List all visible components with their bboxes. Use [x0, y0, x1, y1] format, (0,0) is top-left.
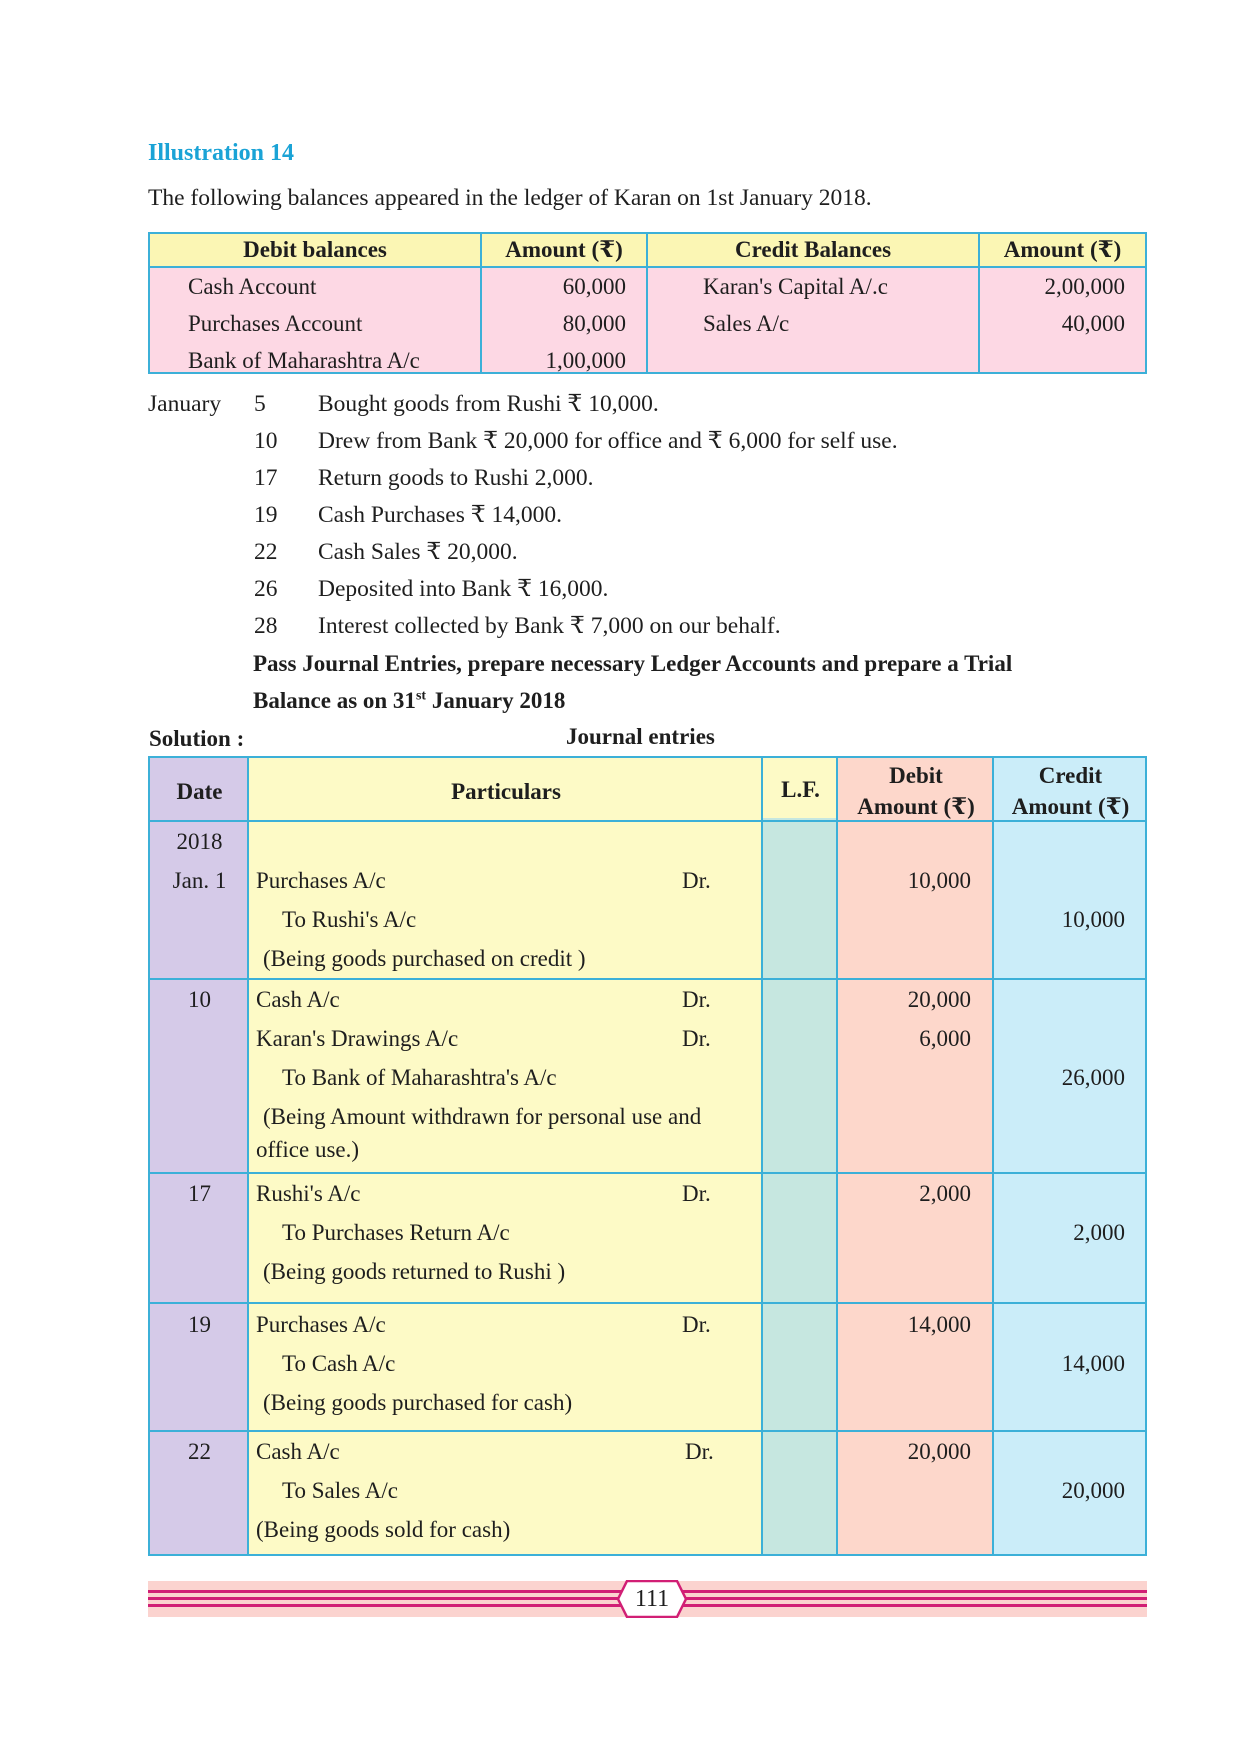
credit-amount: 2,000 [1073, 1220, 1125, 1245]
debit-amount: 14,000 [907, 1312, 971, 1337]
transactions-month: January [148, 391, 222, 417]
debit-amount: 2,000 [919, 1181, 971, 1206]
credit-amount: 40,000 [1061, 311, 1125, 336]
debit-account: Cash A/c [256, 987, 340, 1012]
transaction-text: Bought goods from Rushi ₹ 10,000. [318, 391, 659, 417]
header-debit-amount: Amount (₹) [505, 237, 623, 262]
dr-label: Dr. [682, 868, 711, 893]
narration: (Being goods purchased on credit ) [263, 946, 586, 971]
transaction-text: Drew from Bank ₹ 20,000 for office and ₹ 6,000 for self use. [318, 428, 898, 454]
column-divider [247, 758, 249, 1554]
column-divider [480, 234, 482, 372]
column-divider [761, 758, 763, 1554]
page-number: 111 [634, 1586, 670, 1612]
narration: (Being goods sold for cash) [256, 1517, 511, 1542]
credit-account: To Cash A/c [282, 1351, 396, 1376]
header-credit-line1: Credit [1038, 763, 1103, 788]
header-debit-line1: Debit [889, 763, 943, 788]
transaction-text: Interest collected by Bank ₹ 7,000 on our behalf. [318, 613, 781, 639]
dr-label: Dr. [685, 1439, 714, 1464]
credit-account: To Rushi's A/c [282, 907, 417, 932]
header-credit-line2: Amount (₹) [1011, 794, 1130, 819]
transaction-text: Deposited into Bank ₹ 16,000. [318, 576, 609, 602]
debit-amount: 1,00,000 [545, 348, 626, 373]
column-divider [836, 758, 838, 1554]
header-divider [150, 820, 1145, 822]
lf-column [763, 758, 838, 1554]
debit-account: Purchases Account [188, 311, 363, 336]
credit-amount: 20,000 [1061, 1478, 1125, 1503]
credit-account: To Purchases Return A/c [282, 1220, 510, 1245]
column-divider [992, 758, 994, 1554]
transaction-day: 28 [254, 613, 278, 639]
narration: office use.) [256, 1137, 360, 1162]
debit-account: Rushi's A/c [256, 1181, 361, 1206]
credit-amount: 2,00,000 [1044, 274, 1125, 299]
credit-amount: 10,000 [1061, 907, 1125, 932]
header-debit-line2: Amount (₹) [857, 794, 975, 819]
transaction-text: Cash Purchases ₹ 14,000. [318, 502, 563, 528]
narration: (Being goods returned to Rushi ) [263, 1259, 566, 1284]
transaction-day: 17 [254, 465, 278, 491]
debit-amount: 10,000 [907, 868, 971, 893]
year-label: 2018 [176, 829, 223, 854]
header-credit-amount: Amount (₹) [1003, 237, 1122, 262]
debit-account: Cash A/c [256, 1439, 340, 1464]
transaction-day: 10 [254, 428, 278, 454]
header-debit-balances: Debit balances [243, 237, 387, 262]
header-lf: L.F. [763, 758, 838, 818]
debit-amount: 20,000 [907, 987, 971, 1012]
journal-table [148, 756, 1147, 1556]
entry-date: 22 [188, 1439, 211, 1464]
entry-date: Jan. 1 [172, 868, 227, 893]
credit-account: To Sales A/c [282, 1478, 398, 1503]
task-line-2-prefix: Balance as on 31 [253, 688, 416, 713]
transaction-text: Cash Sales ₹ 20,000. [318, 539, 518, 565]
dr-label: Dr. [682, 1026, 711, 1051]
debit-amount: 20,000 [907, 1439, 971, 1464]
entry-divider [150, 1302, 1145, 1304]
debit-account: Purchases A/c [256, 868, 386, 893]
entry-divider [150, 1172, 1145, 1174]
credit-amount: 26,000 [1061, 1065, 1125, 1090]
task-line-2-suffix: January 2018 [426, 688, 566, 713]
debit-account: Karan's Drawings A/c [256, 1026, 459, 1051]
solution-label: Solution : [149, 726, 245, 751]
debit-amount: 6,000 [919, 1026, 971, 1051]
opening-balances-table [148, 232, 1147, 374]
credit-account: Karan's Capital A/.c [703, 274, 888, 299]
credit-account: To Bank of Maharashtra's A/c [282, 1065, 557, 1090]
column-divider [978, 234, 980, 372]
header-date: Date [176, 779, 223, 804]
dr-label: Dr. [682, 1181, 711, 1206]
entry-divider [150, 1430, 1145, 1432]
entry-date: 10 [188, 987, 211, 1012]
entry-divider [150, 978, 1145, 980]
debit-account: Purchases A/c [256, 1312, 386, 1337]
transaction-day: 26 [254, 576, 278, 602]
page-number-badge [617, 1580, 687, 1618]
debit-account: Cash Account [188, 274, 317, 299]
narration: (Being Amount withdrawn for personal use and [263, 1104, 702, 1129]
credit-amount: 14,000 [1061, 1351, 1125, 1376]
entry-date: 19 [188, 1312, 211, 1337]
intro-text: The following balances appeared in the ledger of Karan on 1st January 2018. [148, 185, 872, 211]
transaction-day: 22 [254, 539, 278, 565]
debit-account: Bank of Maharashtra A/c [188, 348, 420, 373]
transaction-text: Return goods to Rushi 2,000. [318, 465, 594, 491]
dr-label: Dr. [682, 987, 711, 1012]
task-line-2-sup: st [415, 688, 427, 704]
illustration-title: Illustration 14 [148, 140, 295, 166]
debit-amount: 60,000 [562, 274, 626, 299]
entry-date: 17 [188, 1181, 211, 1206]
journal-title: Journal entries [566, 724, 715, 749]
task-line-2 [253, 688, 565, 714]
column-divider [646, 234, 648, 372]
credit-column [994, 758, 1147, 1554]
header-particulars: Particulars [451, 779, 561, 804]
debit-amount: 80,000 [562, 311, 626, 336]
transaction-day: 5 [254, 391, 266, 417]
transaction-day: 19 [254, 502, 278, 528]
dr-label: Dr. [682, 1312, 711, 1337]
header-credit-balances: Credit Balances [734, 237, 892, 262]
narration: (Being goods purchased for cash) [263, 1390, 573, 1415]
credit-account: Sales A/c [703, 311, 790, 336]
task-line-1: Pass Journal Entries, prepare necessary Ledger Accounts and prepare a Trial [253, 651, 1013, 676]
